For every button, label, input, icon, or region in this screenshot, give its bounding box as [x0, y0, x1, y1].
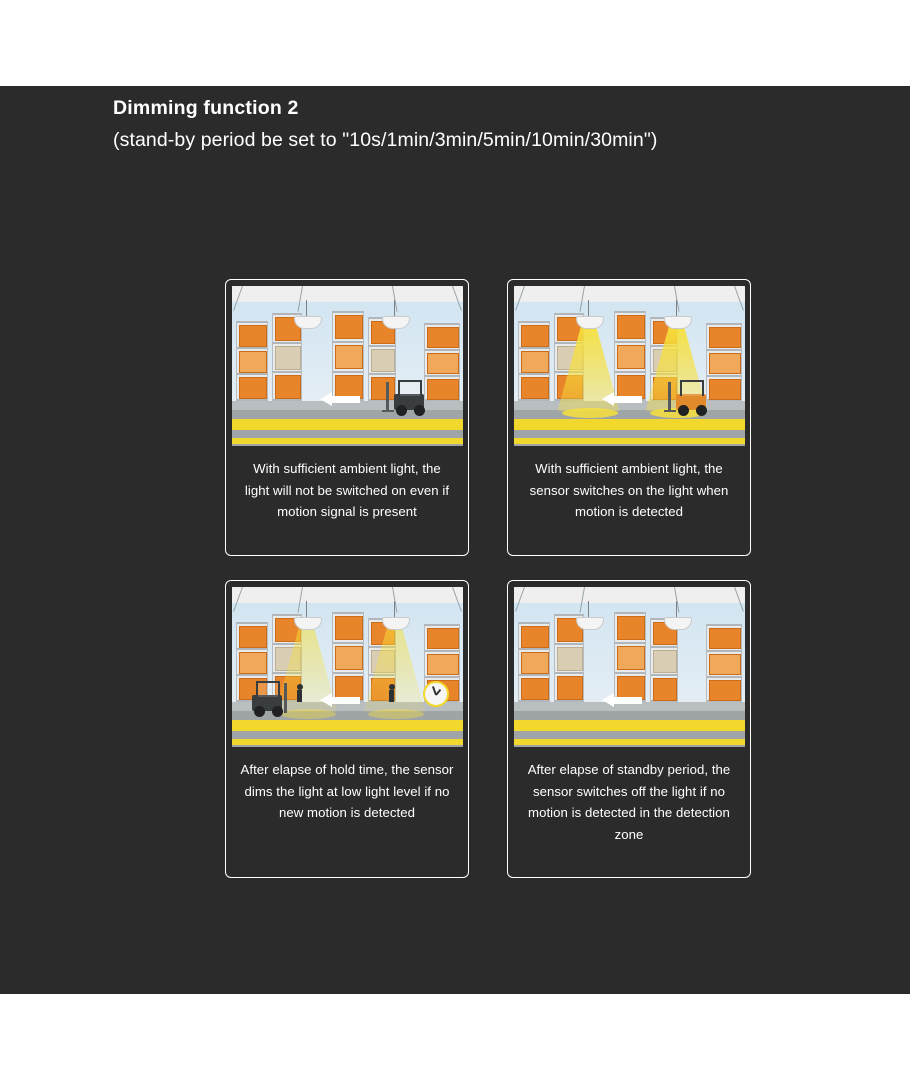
card-caption: With sufficient ambient light, the sensor switches on the light when motion is detected: [529, 461, 729, 519]
floor-marking: [232, 419, 463, 430]
lamp-rod: [306, 300, 308, 316]
diagram-card-4: [507, 580, 751, 878]
left-arrow-icon: [602, 392, 642, 406]
left-arrow-icon: [602, 693, 642, 707]
lamp-rod: [676, 601, 678, 617]
ceiling: [514, 286, 745, 302]
diagram-card-1: [225, 279, 469, 556]
forklift-icon: [240, 677, 294, 717]
clock-icon: [423, 681, 449, 707]
ceiling-lamp-icon: [382, 617, 410, 630]
page-title: Dimming function 2: [113, 97, 299, 119]
shelf-rack: [332, 311, 364, 401]
forklift-icon: [382, 376, 436, 416]
floor-marking: [514, 739, 745, 745]
ceiling: [232, 286, 463, 302]
floor-marking: [514, 438, 745, 444]
ceiling-lamp-icon: [294, 617, 322, 630]
warehouse-scene-1: [232, 286, 463, 446]
page-subtitle: (stand-by period be set to "10s/1min/3min/5min/10min/30min"): [113, 129, 658, 151]
ceiling: [232, 587, 463, 603]
diagram-card-3: [225, 580, 469, 878]
floor-marking: [232, 720, 463, 731]
worker-icon: [388, 684, 396, 702]
card-caption: After elapse of hold time, the sensor dims the light at low light level if no new motion is detected: [240, 762, 454, 820]
lamp-rod: [588, 300, 590, 316]
lamp-rod: [306, 601, 308, 617]
shelf-rack: [614, 311, 646, 401]
cards-grid: [225, 279, 755, 878]
card-caption: After elapse of standby period, the sensor switches off the light if no motion is detected in the detection zone: [527, 762, 731, 842]
light-pool: [562, 408, 618, 418]
ceiling-lamp-icon: [294, 316, 322, 329]
shelf-rack: [706, 624, 742, 702]
lamp-rod: [394, 601, 396, 617]
card-caption: With sufficient ambient light, the light will not be switched on even if motion signal is present: [244, 461, 450, 519]
ceiling-lamp-icon: [576, 617, 604, 630]
warehouse-scene-2: [514, 286, 745, 446]
shelf-rack: [650, 618, 678, 702]
lamp-rod: [588, 601, 590, 617]
light-pool: [368, 709, 424, 719]
ceiling-lamp-icon: [664, 617, 692, 630]
shelf-rack: [518, 321, 550, 401]
ceiling-lamp-icon: [664, 316, 692, 329]
floor-marking: [514, 720, 745, 731]
left-arrow-icon: [320, 392, 360, 406]
left-arrow-icon: [320, 693, 360, 707]
lamp-rod: [676, 300, 678, 316]
diagram-card-2: [507, 279, 751, 556]
floor-marking: [232, 739, 463, 745]
lamp-rod: [394, 300, 396, 316]
floor-marking: [514, 419, 745, 430]
warehouse-scene-3: [232, 587, 463, 747]
shelf-rack: [614, 612, 646, 702]
shelf-rack: [518, 622, 550, 702]
shelf-rack: [332, 612, 364, 702]
heading-block: [113, 95, 853, 155]
ceiling-lamp-icon: [576, 316, 604, 329]
floor-marking: [232, 438, 463, 444]
ceiling: [514, 587, 745, 603]
warehouse-scene-4: [514, 587, 745, 747]
shelf-rack: [236, 321, 268, 401]
forklift-icon: [664, 376, 718, 416]
ceiling-lamp-icon: [382, 316, 410, 329]
worker-icon: [296, 684, 304, 702]
